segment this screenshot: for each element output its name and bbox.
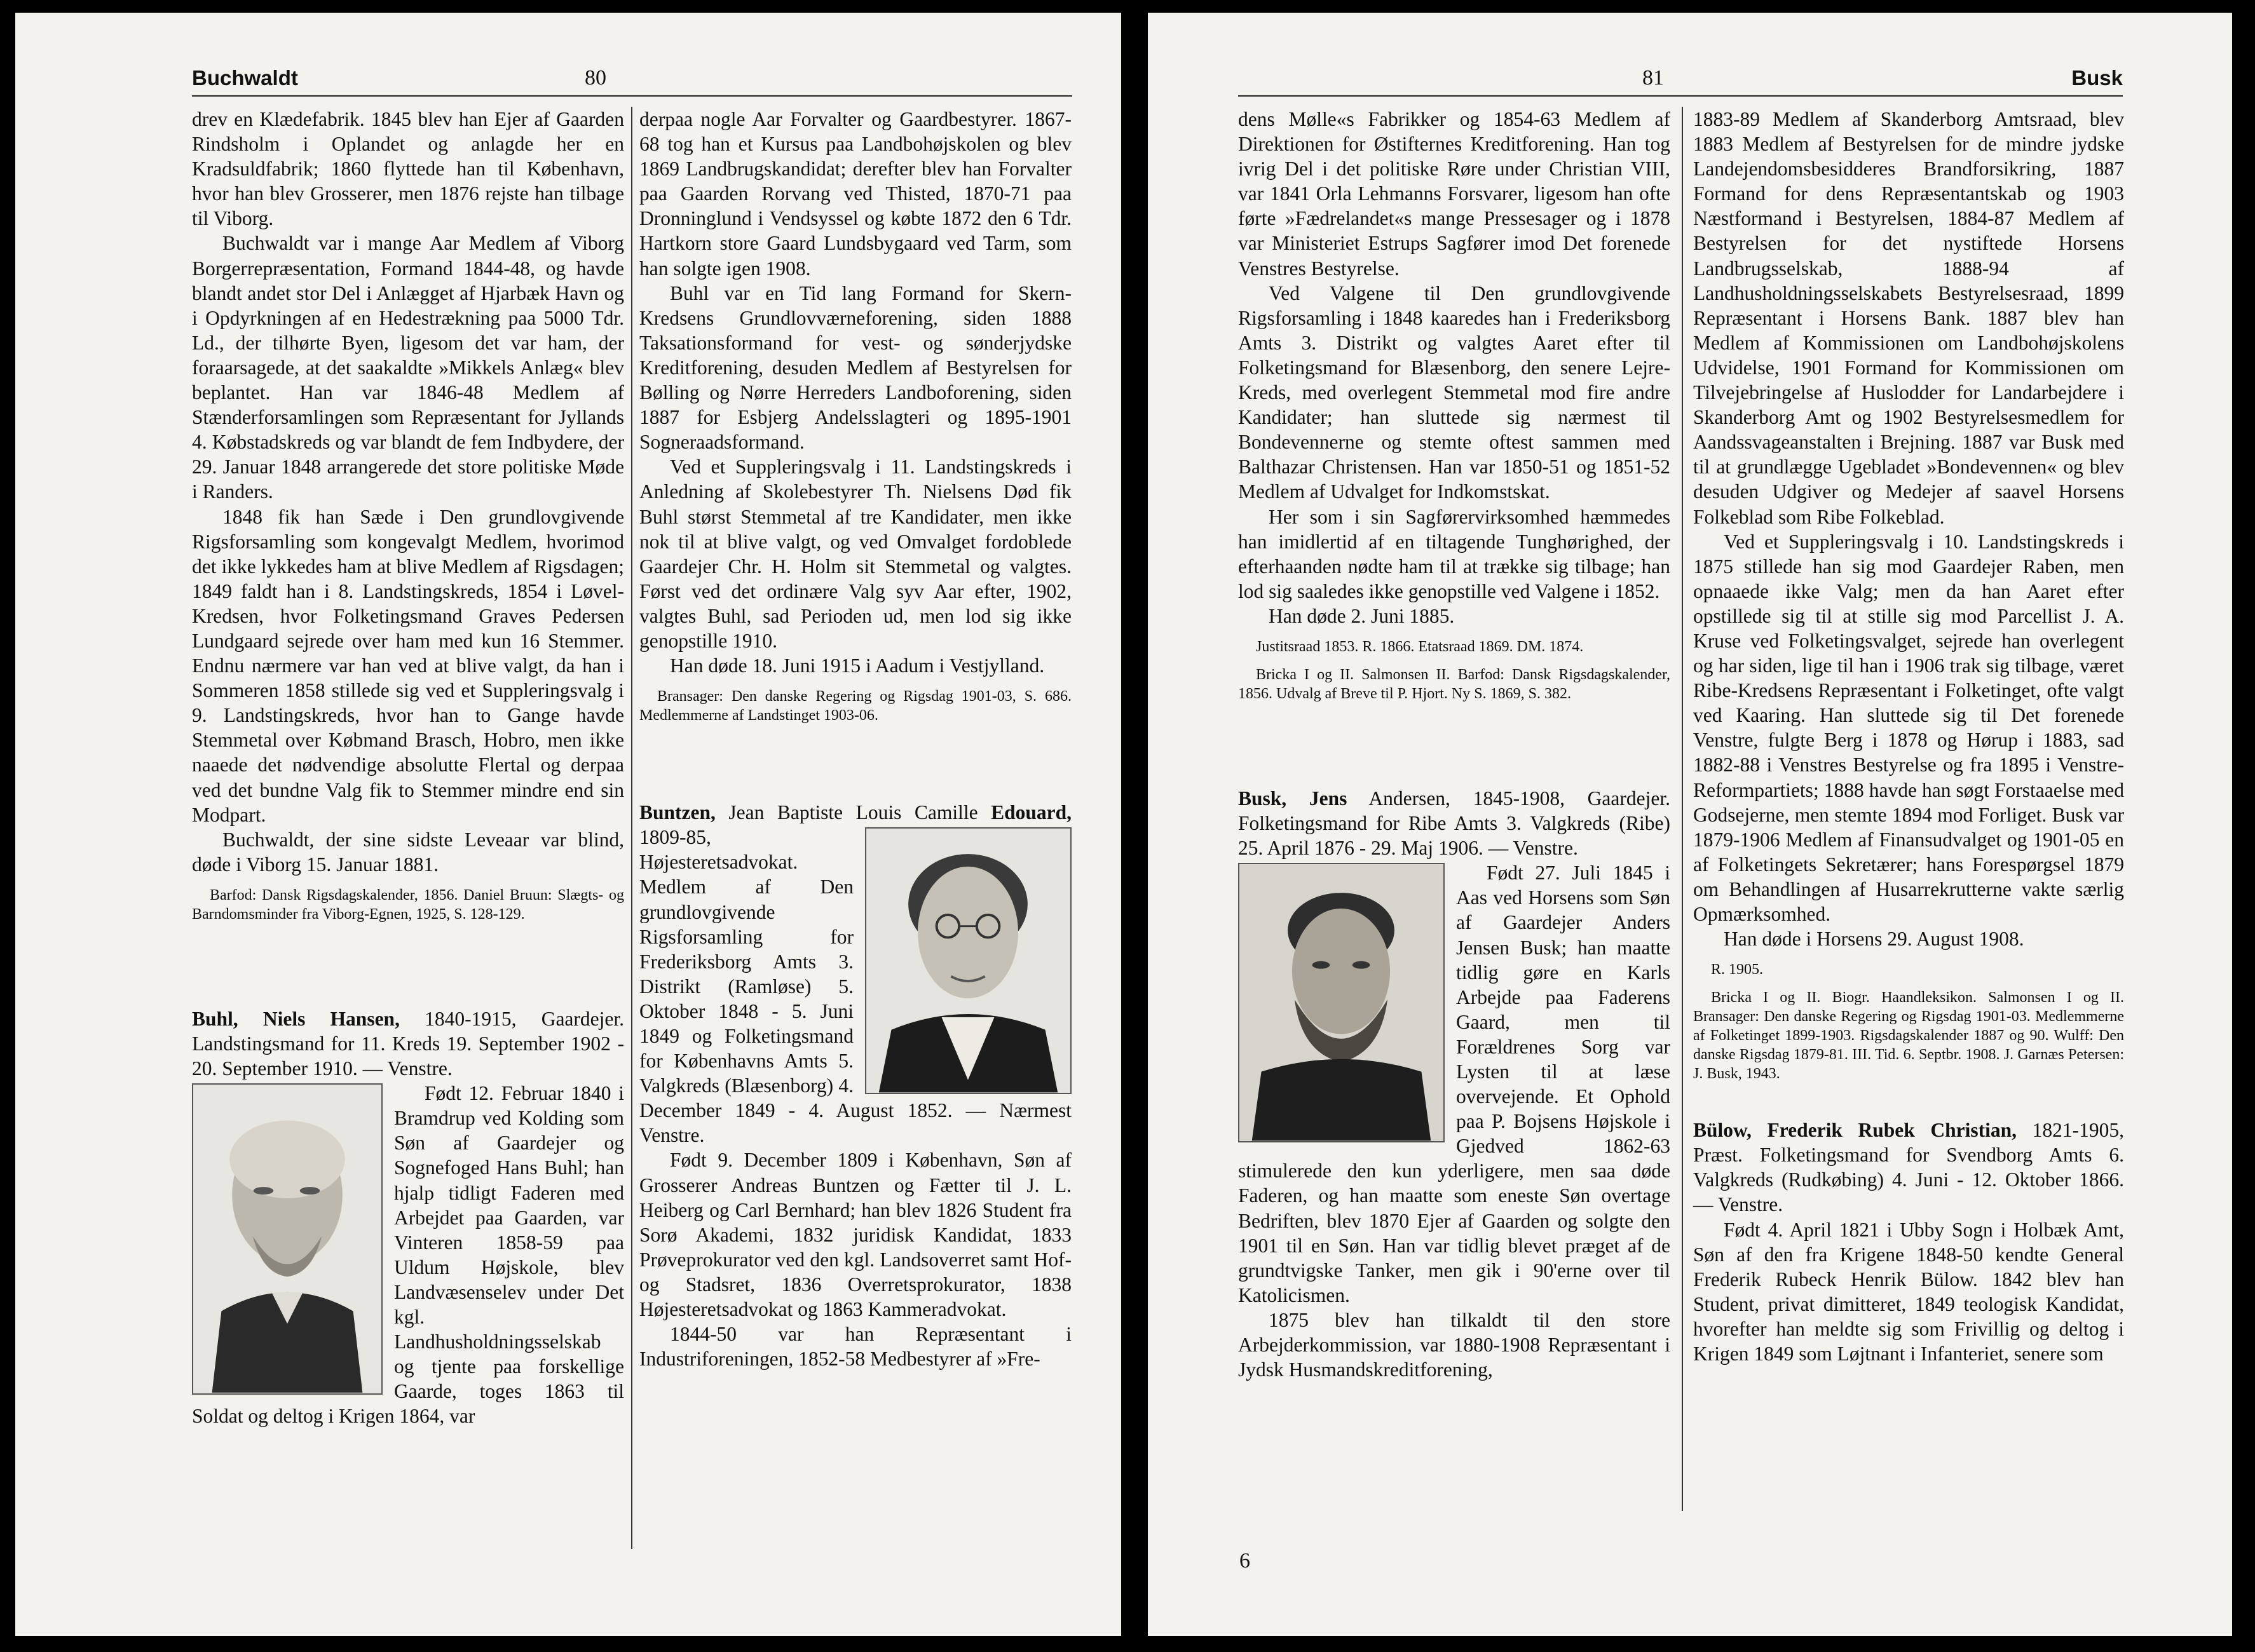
entry-buntzen	[639, 800, 1072, 1148]
left-page	[15, 13, 1121, 1636]
entry-gap	[1238, 703, 1670, 786]
entry-busk	[1238, 786, 1670, 860]
running-head-name: Buchwaldt	[192, 66, 298, 90]
paragraph: Han døde 2. Juni 1885.	[1269, 604, 1455, 627]
left-column-2	[639, 107, 1072, 1371]
reference-note: Bricka I og II. Biogr. Haandleksikon. Salmonsen I og II. Bransager: Den danske Regering og Rigsdag 1901-03. Medlemmerne af Folketinget 1899-1903. Rigsdagskalender 1887 og 90. Wulff: Den danske Rigsdag 1879-81. III. Tid. 6. Septbr. 1908. J. Garnæs Petersen: J. Busk, 1943.	[1693, 989, 2124, 1083]
paragraph: drev en Klædefabrik. 1845 blev han Ejer af Gaarden Rindsholm i Oplandet og anlagde her en Kradsuldfabrik; 1860 flyttede han til København, hvor han blev Grosserer, men 1876 rejste han tilbage til Viborg.	[192, 108, 624, 230]
portrait-busk	[1238, 863, 1445, 1142]
entry-intro: 1840-1915, Gaardejer. Landstingsmand for 11. Kreds 19. September 1902 - 20. September 1910. — Venstre.	[192, 1007, 624, 1080]
paragraph: Født 9. December 1809 i København, Søn af Grosserer Andreas Buntzen og Fætter til J. L. Heiberg og Carl Bernhard; han blev 1826 Student fra Sorø Akademi, 1832 juridisk Kandidat, 1833 Prøveprokurator ved den kgl. Landsoverret samt Hof- og Stadsret, 1836 Overretsprokurator, 1838 Højesteretsadvokat og 1863 Kammeradvokat.	[639, 1149, 1072, 1321]
column-divider	[1682, 107, 1683, 1511]
paragraph-text: Født 12. Februar 1840 i Bramdrup ved Kolding som Søn af Gaardejer og Sognefoged Hans Buhl; han hjalp tidligt Faderen med Arbejdet paa Gaarden, var Vinteren 1858-59 paa Uldum Højskole, blev Landvæsenselev under Det kgl. Landhusholdningsselskab og tjente paa forskellige Gaarde, toges 1863 til Soldat og deltog i Krigen 1864, var	[192, 1082, 624, 1428]
left-column-1	[192, 107, 624, 1429]
paragraph: Han døde 18. Juni 1915 i Aadum i Vestjylland.	[670, 654, 1045, 677]
paragraph: derpaa nogle Aar Forvalter og Gaardbestyrer. 1867-68 tog han et Kursus paa Landbohøjskolen og blev 1869 Landbrugskandidat; derefter blev han Forvalter paa Gaarden Rorvang ved Thisted, 1870-71 paa Dronninglund i Vendsyssel og købte 1872 den 6 Tdr. Hartkorn store Gaard Lundsbygaard ved Tarm, som han solgte igen 1908.	[639, 108, 1072, 280]
page-number: 80	[585, 66, 606, 90]
entry-name: Buntzen,	[639, 801, 716, 824]
paragraph	[1238, 860, 1670, 1308]
paragraph-text: Født 27. Juli 1845 i Aas ved Horsens som Søn af Gaardejer Anders Jensen Busk; han maatte tidlig gøre en Karls Arbejde paa Faderens Gaard, men til Forældrenes Sorg var Lysten til at læse overvejende. Et Ophold paa P. Bojsens Højskole i Gjedved 1862-63 stimulerede den kun yderligere, men saa døde Faderen, og han maatte som eneste Søn overtage Bedriften, blev 1870 Ejer af Gaarden og solgte den 1901 til en Søn. Han var tidlig blevet præget af de grundtvigske Tanker, men gik i 90'erne over til Katolicismen.	[1238, 862, 1670, 1306]
entry-name: Bülow,	[1693, 1119, 1752, 1142]
entry-gap	[192, 924, 624, 1006]
reference-note: Bricka I og II. Salmonsen II. Barfod: Dansk Rigsdagskalender, 1856. Udvalg af Breve til P. Hjort. Ny S. 1869, S. 382.	[1238, 666, 1670, 702]
portrait-buhl	[192, 1083, 383, 1395]
running-head-right	[1238, 51, 2123, 97]
entry-intro: Andersen, 1845-1908, Gaardejer. Folketingsmand for Ribe Amts 3. Valgkreds (Ribe) 25. April 1876 - 29. Maj 1906. — Venstre.	[1238, 787, 1670, 860]
entry-bulow	[1693, 1118, 2124, 1217]
reference-note: Justitsraad 1853. R. 1866. Etatsraad 1869. DM. 1874.	[1256, 638, 1584, 655]
running-head-name: Busk	[2071, 66, 2123, 90]
paragraph: Han døde i Horsens 29. August 1908.	[1724, 928, 2024, 951]
reference-note: Barfod: Dansk Rigsdagskalender, 1856. Daniel Bruun: Slægts- og Barndomsminder fra Viborg-Egnen, 1925, S. 128-129.	[192, 886, 624, 923]
portrait-buntzen	[865, 827, 1072, 1094]
paragraph: dens Mølle«s Fabrikker og 1854-63 Medlem af Direktionen for Østifternes Kreditforening. Han tog ivrig Del i det politiske Røre under Christian VIII, var 1841 Orla Lehmanns Forsvarer, ligesom han ofte førte »Fædrelandet«s mange Pressesager og i 1878 var Ministeriet Estrups Sagfører imod Det forenede Venstres Bestyrelse.	[1238, 108, 1670, 280]
entry-name: Buhl, Niels Hansen,	[192, 1007, 400, 1030]
entry-gap	[1693, 1083, 2124, 1118]
paragraph: 1848 fik han Sæde i Den grundlovgivende Rigsforsamling som kongevalgt Medlem, hvorimod det ikke lykkedes ham at blive Medlem af Rigsdagen; 1849 faldt han i 8. Landstingskreds, 1854 i Løvel-Kredsen, hvor Folketingsmand Graves Pedersen Lundgaard sejrede over ham med kun 16 Stemmer. Endnu nærmere var han ved at blive valgt, da han i Sommeren 1858 stillede sig ved et Suppleringsvalg i 9. Landstingskreds, hvor han to Gange havde Stemmetal over Købmand Brasch, Hobro, men ikke naaede det nødvendige absolutte Flertal og derpaa ved det bundne Valg fik to Stemmer mindre end sin Modpart.	[192, 505, 624, 826]
running-head-left	[192, 51, 1072, 97]
paragraph: Buchwaldt, der sine sidste Leveaar var blind, døde i Viborg 15. Januar 1881.	[192, 828, 624, 876]
paragraph: Ved Valgene til Den grundlovgivende Rigsforsamling i 1848 kaaredes han i Frederiksborg Amts 3. Distrikt og valgtes Aaret efter til Folketingsmand for Blæsenborg, den senere Lejre-Kreds, med overlegent Stemmetal mod fire andre Kandidater; han sluttede sig nærmest til Bondevennerne og stemte oftest sammen med Balthazar Christensen. Han var 1850-51 og 1851-52 Medlem af Udvalget for Indkomstskat.	[1238, 281, 1670, 503]
entry-intro: 1809-85, Højesteretsadvokat. Medlem af Den grundlovgivende Rigsforsamling for Frederiksborg Amts 3. Distrikt (Ramløse) 5. Oktober 1848 - 5. Juni 1849 og Folketingsmand for Københavns Amts 5. Valgkreds (Blæsenborg) 4. December 1849 - 4. August 1852. — Nærmest Venstre.	[639, 826, 1072, 1147]
paragraph: Her som i sin Sagførervirksomhed hæmmedes han imidlertid af en tiltagende Tunghørighed, der efterhaanden nødte ham til at trække sig tilbage; han lod sig saaledes ikke genopstille ved Valgene i 1852.	[1238, 505, 1670, 602]
paragraph: Buchwaldt var i mange Aar Medlem af Viborg Borgerrepræsentation, Formand 1844-48, og havde blandt andet stor Del i Anlægget af Hjarbæk Havn og i Opdyrkningen af en Hedestrækning paa 5000 Tdr. Ld., der tilhørte Byen, ligesom det var ham, der foraarsagede, at det saakaldte »Mikkels Anlæg« blev beplantet. Han var 1846-48 Medlem af Stænderforsamlingen som Repræsentant for Jyllands 4. Købstadskreds og var blandt de fem Indbydere, der 29. Januar 1848 arrangerede det store politiske Møde i Randers.	[192, 232, 624, 503]
right-column-2	[1693, 107, 2124, 1366]
signature-mark: 6	[1239, 1549, 1250, 1573]
entry-given-name-bold: Edouard,	[991, 801, 1072, 824]
entry-given-names: Jean Baptiste Louis Camille	[715, 801, 991, 824]
entry-buhl	[192, 1006, 624, 1081]
page-number: 81	[1642, 66, 1664, 90]
paragraph: Født 4. April 1821 i Ubby Sogn i Holbæk Amt, Søn af den fra Krigene 1848-50 kendte General Frederik Rubeck Henrik Bülow. 1842 blev han Student, privat dimitteret, 1849 teologisk Kandidat, hvorefter han meldte sig som Frivillig og deltog i Krigen 1849 som Løjtnant i Infanteriet, senere som	[1693, 1218, 2124, 1365]
right-column-1	[1238, 107, 1670, 1382]
reference-note: Bransager: Den danske Regering og Rigsdag 1901-03, S. 686. Medlemmerne af Landstinget 1903-06.	[639, 688, 1072, 724]
right-page	[1148, 13, 2232, 1636]
paragraph: 1883-89 Medlem af Skanderborg Amtsraad, blev 1883 Medlem af Bestyrelsen for de mindre jydske Landejendomsbesidderes Brandforsikring, 1887 Formand for dens Repræsentantskab og 1903 Næstformand i Bestyrelsen, 1884-87 Medlem af Bestyrelsen for det nystiftede Horsens Landbrugsselskab, 1888-94 af Landhusholdningsselskabets Bestyrelsesraad, 1899 Repræsentant i Horsens Bank. 1887 blev han Medlem af Kommissionen om Landbohøjskolens Udvidelse, 1901 Formand for Kommissionen om Tilvejebringelse af Huslodder for Landarbejdere i Skanderborg Amt og 1902 Bestyrelsesmedlem for Aandssvageanstalten i Brejning. 1887 var Busk med til at grundlægge Ugebladet »Bondevennen« og blev desuden Udgiver og Medejer af saavel Horsens Folkeblad som Ribe Folkeblad.	[1693, 108, 2124, 528]
entry-gap	[639, 725, 1072, 800]
column-divider	[631, 107, 632, 1549]
paragraph: Ved et Suppleringsvalg i 11. Landstingskreds i Anledning af Skolebestyrer Th. Nielsens Død fik Buhl størst Stemmetal af tre Kandidater, men ikke nok til at blive valgt, og ved Omvalget fordoblede Gaardejer Chr. H. Holm sit Stemmetal og valgtes. Først ved det ordinære Valg syv Aar efter, 1902, valgtes Buhl, sad Perioden ud, men lod sig ikke genopstille 1910.	[639, 456, 1072, 652]
paragraph: Buhl var en Tid lang Formand for Skern-Kredsens Grundlovværneforening, siden 1888 Taksationsformand for vest- og sønderjydske Kreditforening, desuden Medlem af Bestyrelsen for Bølling og Nørre Herreders Landboforening, siden 1887 for Esbjerg Andelsslagteri og 1895-1901 Sogneraadsformand.	[639, 281, 1072, 454]
paragraph	[192, 1081, 624, 1428]
paragraph: Ved et Suppleringsvalg i 10. Landstingskreds i 1875 stillede han sig mod Gaardejer Raben, men opnaaede ikke Valg; men da han Aaret efter opstillede sig til at stille sig mod Parcellist J. A. Kruse ved Folketingsvalget, sejrede han overlegent og har siden, lige til han i 1906 trak sig tilbage, været Ribe-Kredsens Repræsentant i Folketinget, ofte valgt ved Kaaring. Han sluttede sig til Det forenede Venstre, fulgte Berg i 1878 og Hørup i 1883, sad 1882-88 i Venstres Bestyrelse og fra 1895 i Venstre-Reformpartiets; 1888 havde han søgt Forstaaelse med Godsejerne, men stemte 1894 mod Forliget. Busk var 1879-1906 Medlem af Finansudvalget og 1901-05 en af Folketingets Sekretærer; hans Forespørgsel 1879 om Behandlingen af Husarrekrutterne vakte særlig Opmærksomhed.	[1693, 530, 2124, 925]
paragraph: 1875 blev han tilkaldt til den store Arbejderkommission, var 1880-1908 Repræsentant i Jydsk Husmandskreditforening,	[1238, 1308, 1670, 1381]
reference-note: R. 1905.	[1711, 961, 1764, 978]
entry-given-names: Frederik Rubek Christian,	[1751, 1119, 2017, 1142]
paragraph: 1844-50 var han Repræsentant i Industriforeningen, 1852-58 Medbestyrer af »Fre-	[639, 1323, 1072, 1371]
entry-name: Busk, Jens	[1238, 787, 1347, 809]
entry-intro: 1821-1905, Præst. Folketingsmand for Svendborg Amts 6. Valgkreds (Rudkøbing) 4. Juni - 12. Oktober 1866. — Venstre.	[1693, 1119, 2124, 1216]
